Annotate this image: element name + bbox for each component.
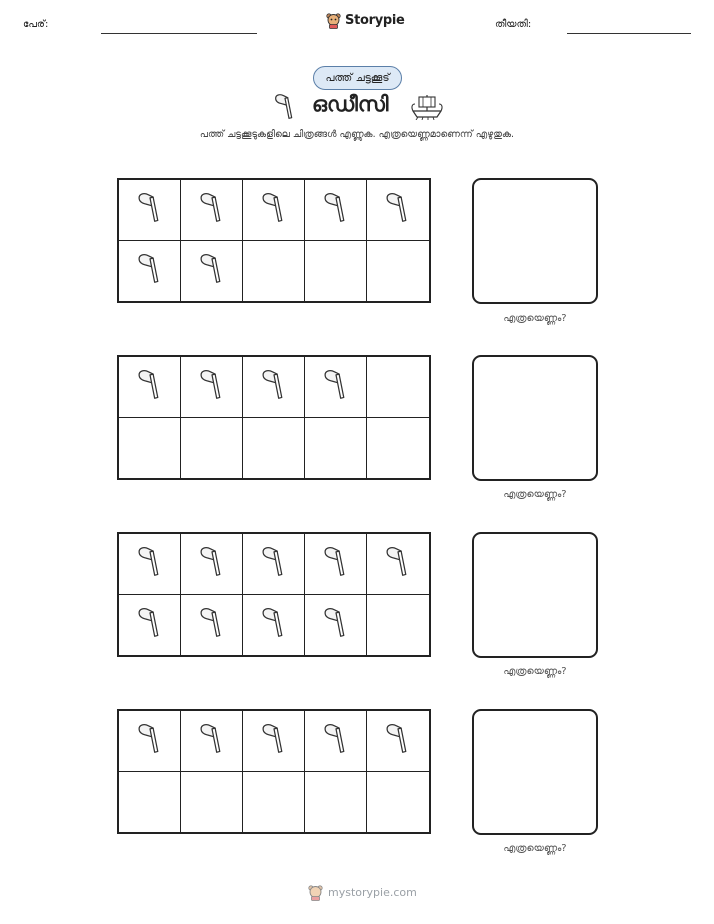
frame-cell (305, 418, 367, 479)
axe-icon (260, 719, 288, 763)
frame-cell (305, 357, 367, 418)
frame-cell (181, 595, 243, 656)
answer-box-2[interactable] (472, 355, 598, 481)
frame-cell (243, 772, 305, 833)
answer-box-3[interactable] (472, 532, 598, 658)
axe-icon (198, 719, 226, 763)
frame-cell (367, 418, 429, 479)
ship-icon (410, 92, 444, 120)
axe-icon (322, 542, 350, 586)
axe-icon (136, 542, 164, 586)
frame-cell (305, 595, 367, 656)
frame-cell (181, 772, 243, 833)
answer-prompt-3: എത്രയെണ്ണം? (503, 666, 567, 677)
frame-cell (119, 418, 181, 479)
axe-icon (136, 603, 164, 647)
ten-frame-1 (117, 178, 431, 303)
ten-frame-3 (117, 532, 431, 657)
frame-cell (367, 772, 429, 833)
frame-cell (367, 534, 429, 595)
frame-cell (367, 357, 429, 418)
date-line[interactable] (567, 33, 691, 34)
frame-cell (181, 534, 243, 595)
axe-icon (260, 188, 288, 232)
frame-cell (181, 711, 243, 772)
frame-cell (243, 357, 305, 418)
frame-cell (305, 534, 367, 595)
frame-cell (181, 357, 243, 418)
answer-box-4[interactable] (472, 709, 598, 835)
axe-icon (322, 603, 350, 647)
frame-cell (181, 418, 243, 479)
frame-cell (367, 180, 429, 241)
frame-cell (367, 711, 429, 772)
frame-cell (181, 180, 243, 241)
axe-icon (198, 542, 226, 586)
topic-badge: പത്ത് ചട്ടക്കൂട് (313, 66, 402, 90)
name-line[interactable] (101, 33, 257, 34)
footer (308, 884, 417, 901)
axe-icon (136, 365, 164, 409)
axe-icon (198, 603, 226, 647)
axe-icon (198, 365, 226, 409)
frame-cell (119, 357, 181, 418)
brand-name: Storypie (345, 13, 405, 28)
frame-cell (119, 595, 181, 656)
frame-cell (243, 241, 305, 302)
axe-icon (322, 188, 350, 232)
storypie-mascot-icon (326, 12, 341, 29)
axe-icon (198, 249, 226, 293)
ten-frame-2 (117, 355, 431, 480)
storypie-mascot-icon (308, 884, 323, 901)
frame-cell (243, 595, 305, 656)
frame-cell (119, 180, 181, 241)
frame-cell (367, 241, 429, 302)
answer-prompt-1: എത്രയെണ്ണം? (503, 313, 567, 324)
brand-logo (326, 12, 405, 29)
axe-icon (260, 603, 288, 647)
frame-cell (243, 711, 305, 772)
instructions: പത്ത് ചട്ടക്കൂടുകളിലെ ചിത്രങ്ങൾ എണ്ണുക. എത്രയെണ്ണമാണെന്ന് എഴുതുക. (199, 129, 515, 140)
footer-url: mystorypie.com (328, 886, 417, 899)
axe-icon (260, 542, 288, 586)
frame-cell (119, 534, 181, 595)
axe-icon (136, 249, 164, 293)
answer-prompt-4: എത്രയെണ്ണം? (503, 843, 567, 854)
axe-icon (136, 719, 164, 763)
frame-cell (119, 241, 181, 302)
axe-icon (384, 188, 412, 232)
frame-cell (119, 711, 181, 772)
page-title: ഒഡീസി (312, 92, 389, 116)
frame-cell (305, 772, 367, 833)
axe-icon (322, 365, 350, 409)
frame-cell (243, 534, 305, 595)
axe-icon (322, 719, 350, 763)
frame-cell (181, 241, 243, 302)
axe-icon (260, 365, 288, 409)
frame-cell (305, 180, 367, 241)
ten-frame-4 (117, 709, 431, 834)
name-label: പേര്: (23, 19, 49, 30)
axe-icon (136, 188, 164, 232)
frame-cell (243, 418, 305, 479)
axe-icon (198, 188, 226, 232)
frame-cell (119, 772, 181, 833)
axe-icon (384, 542, 412, 586)
frame-cell (305, 241, 367, 302)
frame-cell (367, 595, 429, 656)
answer-prompt-2: എത്രയെണ്ണം? (503, 489, 567, 500)
frame-cell (243, 180, 305, 241)
answer-box-1[interactable] (472, 178, 598, 304)
axe-icon (273, 93, 297, 121)
date-label: തീയതി: (495, 19, 532, 30)
frame-cell (305, 711, 367, 772)
axe-icon (384, 719, 412, 763)
